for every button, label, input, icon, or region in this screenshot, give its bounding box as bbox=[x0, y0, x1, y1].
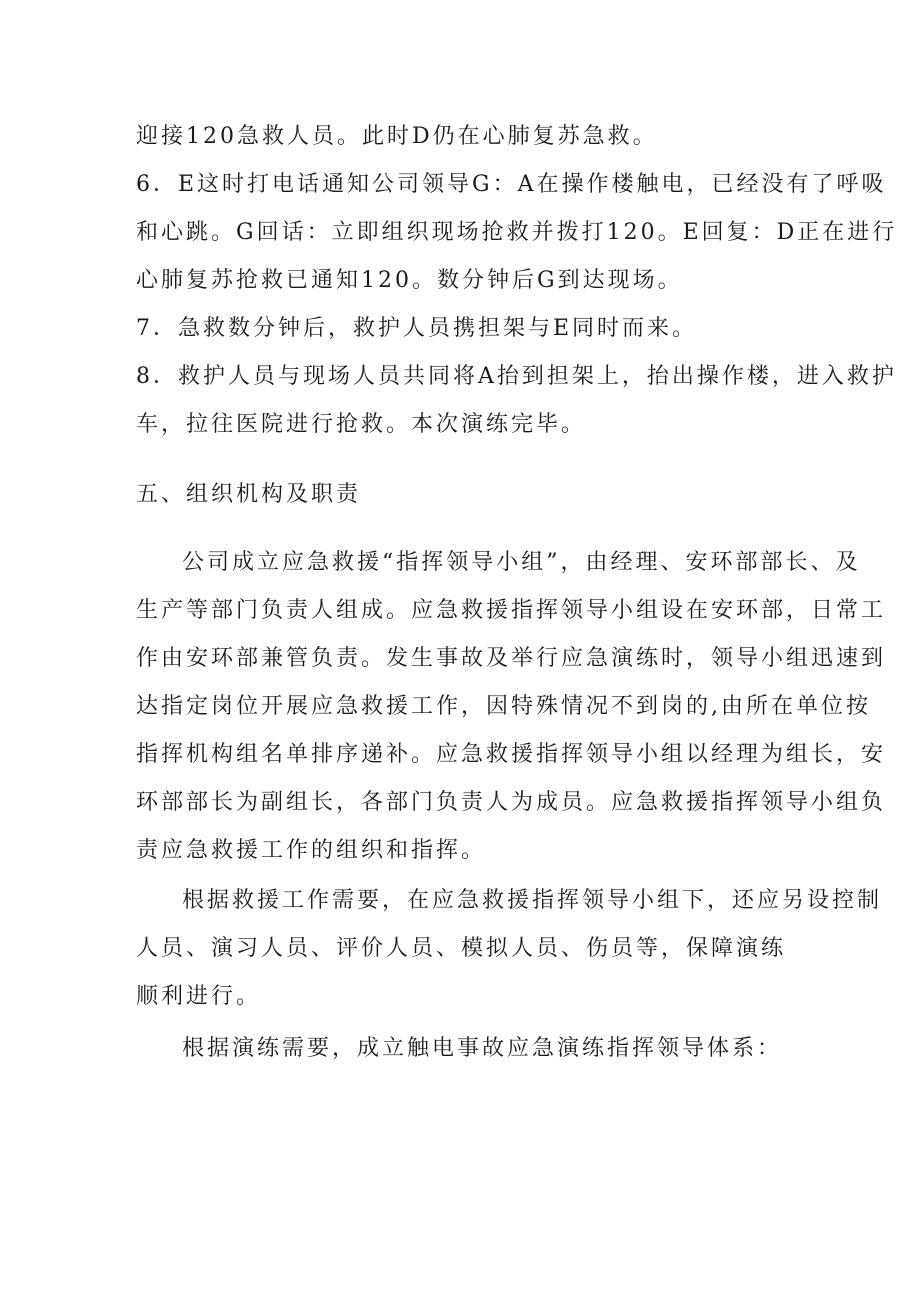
text-line: 指挥机构组名单排序递补。应急救援指挥领导小组以经理为组长，安 bbox=[136, 742, 887, 767]
section-heading: 五、组织机构及职责 bbox=[136, 482, 362, 507]
text-line: 车，拉往医院进行抢救。本次演练完毕。 bbox=[136, 412, 587, 437]
text-line: 环部部长为副组长，各部门负责人为成员。应急救援指挥领导小组负 bbox=[136, 790, 887, 815]
list-item-7: 7．急救数分钟后，救护人员携担架与E同时而来。 bbox=[136, 316, 698, 341]
list-item-8: 8．救护人员与现场人员共同将A抬到担架上，抬出操作楼，进入救护 bbox=[136, 364, 897, 389]
text-line: 人员、演习人员、评价人员、模拟人员、伤员等，保障演练 bbox=[136, 936, 787, 961]
paragraph-start: 根据救援工作需要，在应急救援指挥领导小组下，还应另设控制 bbox=[182, 888, 883, 913]
text-line: 顺利进行。 bbox=[136, 984, 262, 1009]
text-line: 和心跳。G回话：立即组织现场抢救并拨打120。E回复：D正在进行 bbox=[136, 220, 898, 245]
text-line: 作由安环部兼管负责。发生事故及举行应急演练时，领导小组迅速到 bbox=[136, 646, 887, 671]
paragraph-start: 根据演练需要，成立触电事故应急演练指挥领导体系： bbox=[182, 1036, 783, 1061]
list-item-6: 6．E这时打电话通知公司领导G：A在操作楼触电，已经没有了呼吸 bbox=[136, 172, 887, 197]
text-line: 迎接120急救人员。此时D仍在心肺复苏急救。 bbox=[136, 124, 658, 149]
text-line: 达指定岗位开展应急救援工作，因特殊情况不到岗的,由所在单位按 bbox=[136, 694, 871, 719]
text-line: 生产等部门负责人组成。应急救援指挥领导小组设在安环部，日常工 bbox=[136, 598, 887, 623]
text-line: 心肺复苏抢救已通知120。数分钟后G到达现场。 bbox=[136, 268, 683, 293]
paragraph-start: 公司成立应急救援“指挥领导小组”，由经理、安环部部长、及 bbox=[182, 550, 861, 575]
text-line: 责应急救援工作的组织和指挥。 bbox=[136, 838, 487, 863]
